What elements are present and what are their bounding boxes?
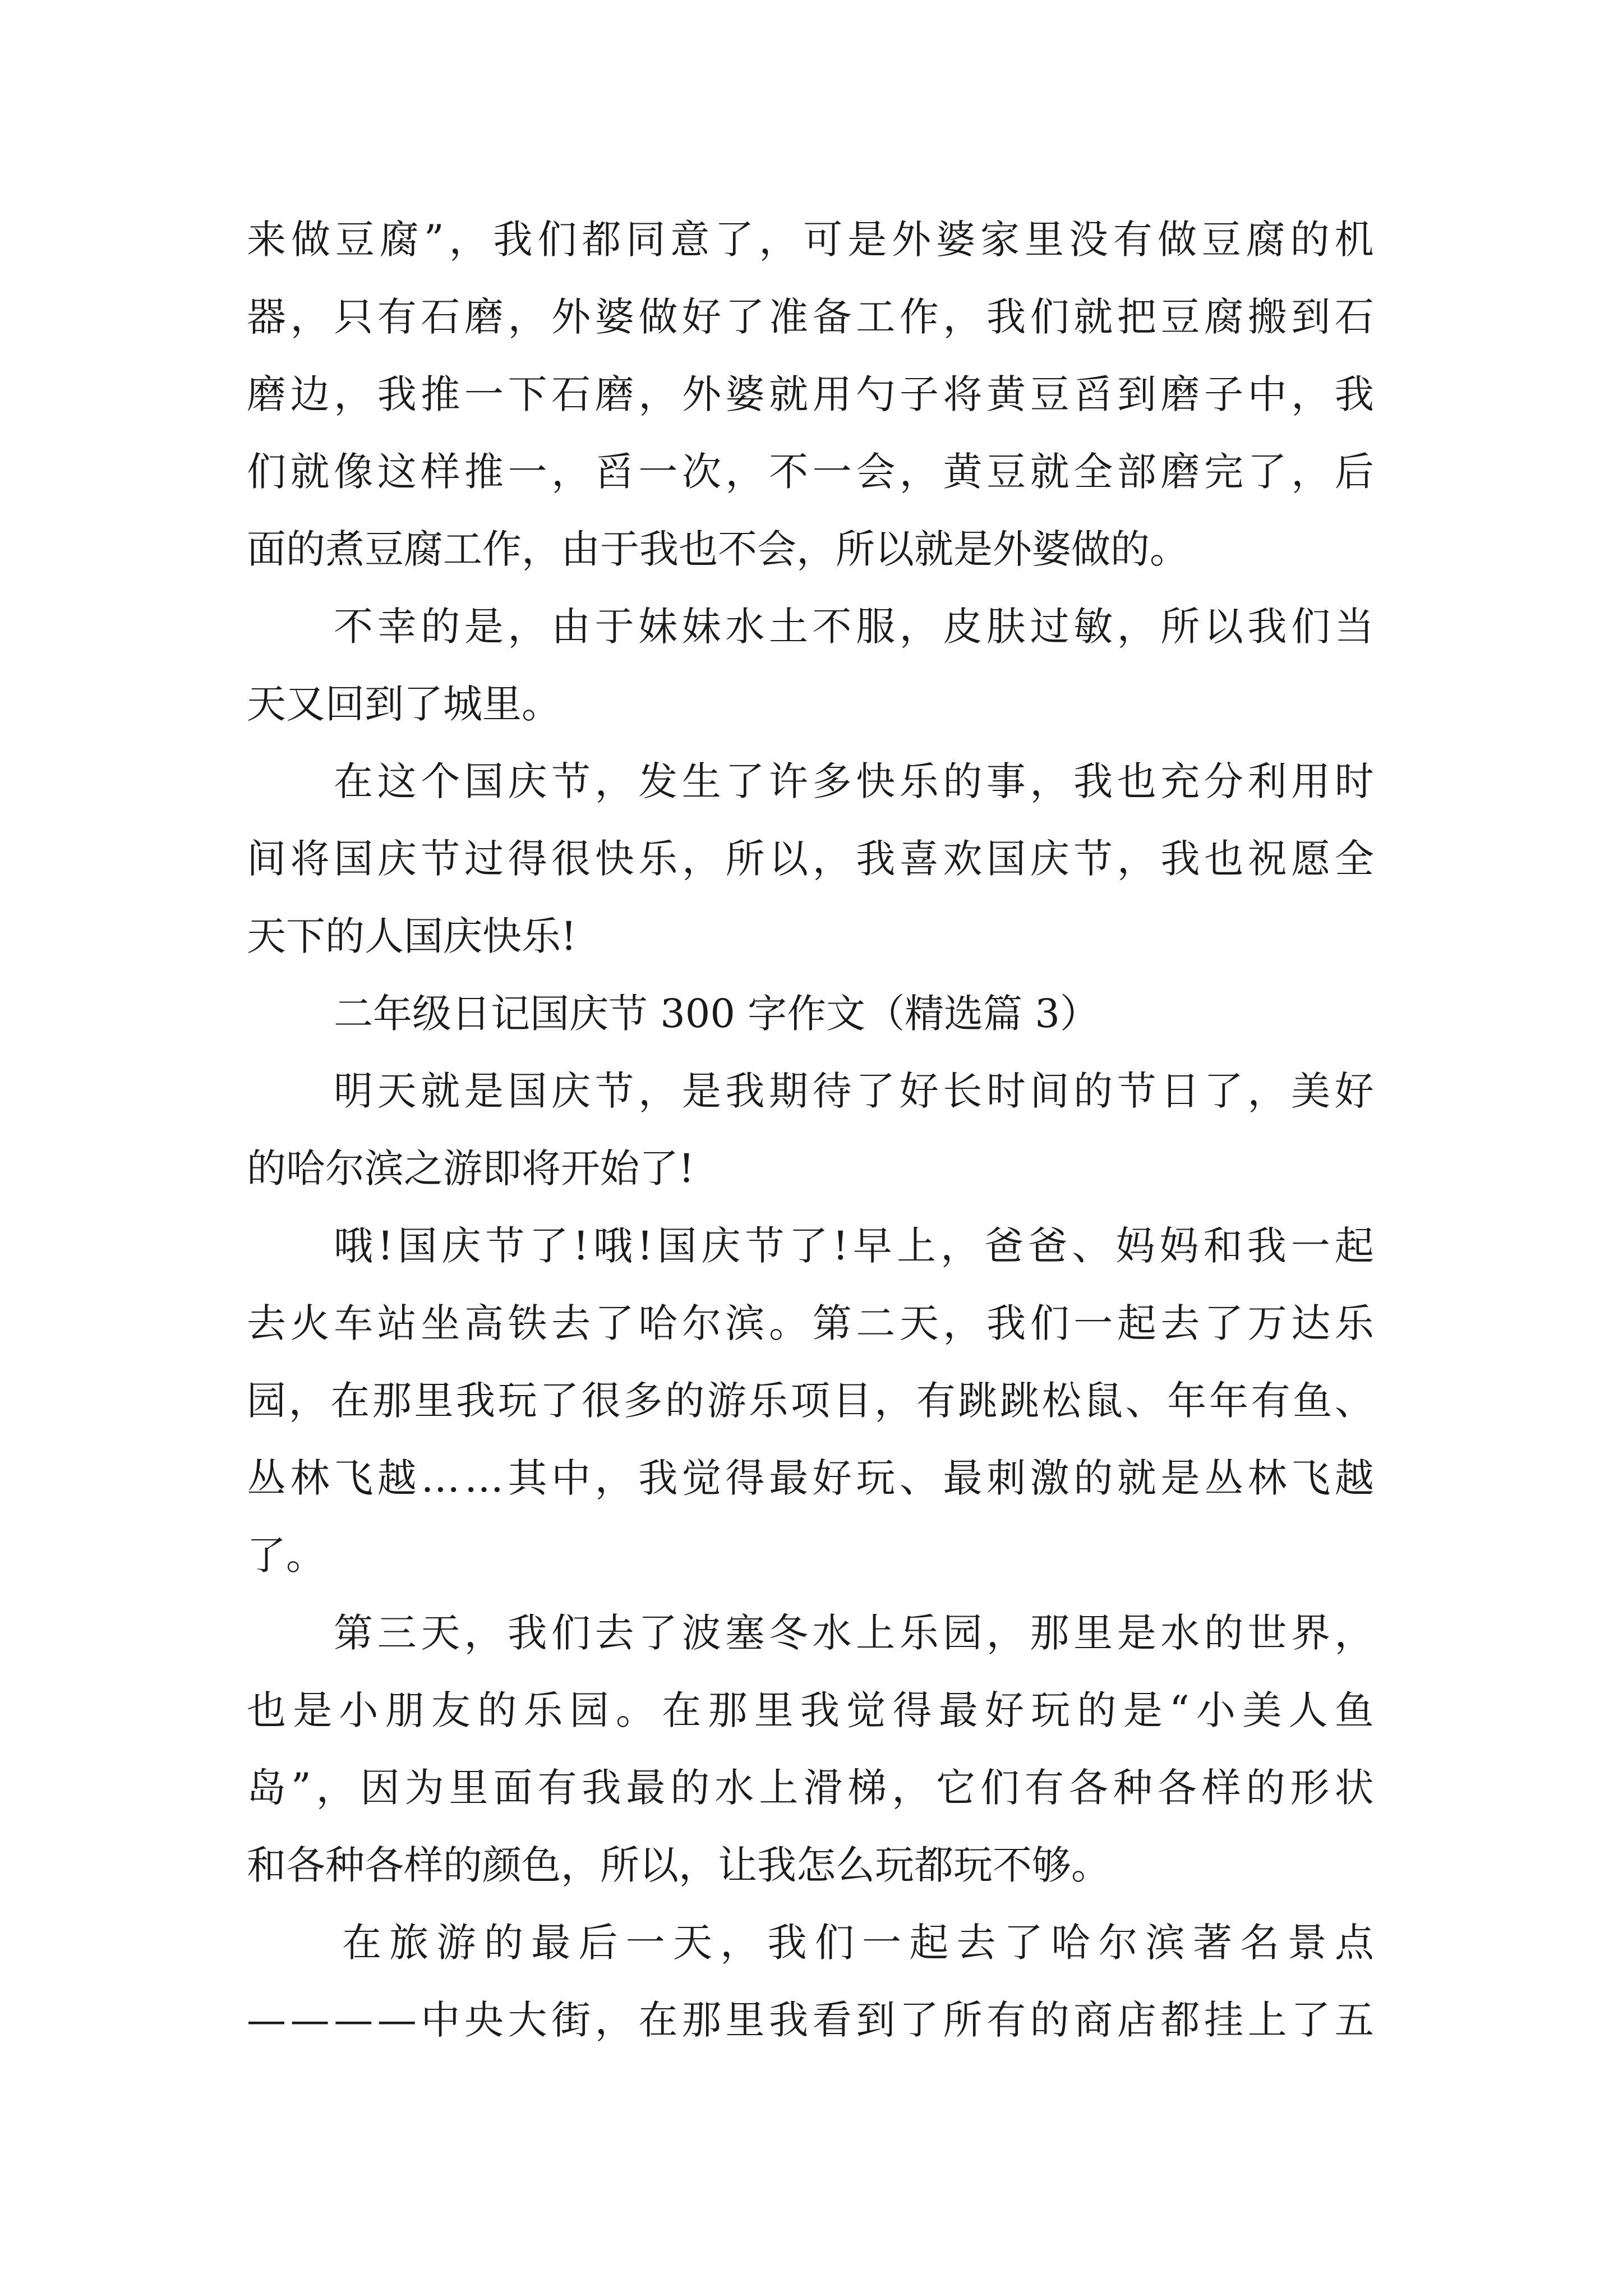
text-line: 天又回到了城里。 [247,681,561,727]
paragraph-first-line: 在 这 个 国 庆 节 ， 发 生 了 许 多 快 乐 的 事 ， 我 也 充 分 利 用 时 [334,758,1374,804]
text-line: 和各种各样的颜色，所以，让我怎么玩都玩不够。 [247,1842,1110,1888]
paragraph-first-line: 不 幸 的 是 ， 由 于 妹 妹 水 土 不 服 ， 皮 肤 过 敏 ， 所 以 我 们 当 [334,604,1374,650]
text-line: 器 ， 只 有 石 磨 ， 外 婆 做 好 了 准 备 工 作 ， 我 们 就 把 豆 腐 搬 到 石 [247,294,1374,340]
paragraph-first-line: 在 旅 游 的 最 后 一 天 ， 我 们 一 起 去 了 哈 尔 滨 著 名 景 点 [342,1920,1374,1966]
text-line: 磨 边 ， 我 推 一 下 石 磨 ， 外 婆 就 用 勺 子 将 黄 豆 舀 到 磨 子 中 ， 我 [247,371,1374,417]
section-heading: 二年级日记国庆节 300 字作文（精选篇 3） [334,991,1099,1037]
text-line: 也 是 小 朋 友 的 乐 园 。 在 那 里 我 觉 得 最 好 玩 的 是 “ 小 美 人 鱼 [247,1687,1374,1733]
text-line: 天下的人国庆快乐! [247,913,577,959]
text-line: 岛 ” ， 因 为 里 面 有 我 最 的 水 上 滑 梯 ， 它 们 有 各 种 各 样 的 形 状 [247,1765,1374,1811]
text-line: — — — — 中 央 大 街 ， 在 那 里 我 看 到 了 所 有 的 商 店 都 挂 上 了 五 [247,1997,1374,2043]
text-line: 间 将 国 庆 节 过 得 很 快 乐 ， 所 以 ， 我 喜 欢 国 庆 节 ， 我 也 祝 愿 全 [247,836,1374,882]
text-line: 了。 [247,1533,325,1579]
paragraph-first-line: 哦 ! 国 庆 节 了 ! 哦 ! 国 庆 节 了 ! 早 上 ， 爸 爸 、 妈 妈 和 我 一 起 [334,1223,1374,1269]
text-line: 的哈尔滨之游即将开始了! [247,1145,695,1191]
text-line: 来 做 豆 腐 ” ， 我 们 都 同 意 了 ， 可 是 外 婆 家 里 没 有 做 豆 腐 的 机 [247,217,1374,263]
text-line: 丛 林 飞 越 … … 其 中 ， 我 觉 得 最 好 玩 、 最 刺 激 的 就 是 丛 林 飞 越 [247,1455,1374,1501]
text-line: 去 火 车 站 坐 高 铁 去 了 哈 尔 滨 。 第 二 天 ， 我 们 一 起 去 了 万 达 乐 [247,1300,1374,1346]
text-line: 们 就 像 这 样 推 一 ， 舀 一 次 ， 不 一 会 ， 黄 豆 就 全 部 磨 完 了 ， 后 [247,449,1374,495]
paragraph-first-line: 明 天 就 是 国 庆 节 ， 是 我 期 待 了 好 长 时 间 的 节 日 了 ， 美 好 [334,1068,1374,1114]
text-line: 面的煮豆腐工作，由于我也不会，所以就是外婆做的。 [247,526,1189,572]
paragraph-first-line: 第 三 天 ， 我 们 去 了 波 塞 冬 水 上 乐 园 ， 那 里 是 水 的 世 界 ， [334,1610,1374,1656]
text-line: 园 ， 在 那 里 我 玩 了 很 多 的 游 乐 项 目 ， 有 跳 跳 松 鼠 、 年 年 有 鱼 、 [247,1378,1374,1424]
